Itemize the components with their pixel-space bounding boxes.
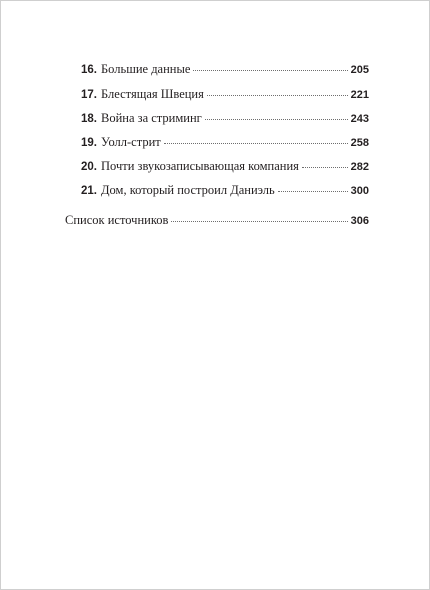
chapter-title: Война за стриминг (101, 111, 202, 125)
chapter-number: 16. (81, 64, 97, 76)
dot-leader (193, 70, 347, 71)
page-number: 205 (350, 64, 369, 76)
toc-entry-19[interactable] (81, 135, 369, 155)
chapter-title: Большие данные (101, 62, 191, 76)
page-number: 243 (350, 113, 369, 125)
toc-entry-17[interactable] (81, 87, 369, 107)
chapter-title: Дом, который построил Даниэль (101, 183, 275, 197)
toc-entry-16[interactable] (81, 62, 369, 82)
dot-leader (302, 167, 348, 168)
chapter-title: Уолл-стрит (101, 135, 161, 149)
chapter-title: Почти звукозаписывающая компания (101, 159, 299, 173)
chapter-number: 19. (81, 137, 97, 149)
chapter-title: Блестящая Швеция (101, 87, 204, 101)
page-number: 282 (350, 161, 369, 173)
chapter-number: 18. (81, 113, 97, 125)
chapter-number: 21. (81, 185, 97, 197)
dot-leader (205, 119, 348, 120)
dot-leader (171, 221, 347, 222)
toc-entry-18[interactable] (81, 111, 369, 131)
page-number: 221 (350, 89, 369, 101)
dot-leader (164, 143, 348, 144)
page-number: 300 (350, 185, 369, 197)
sources-title: Список источников (65, 213, 169, 227)
chapter-number: 17. (81, 89, 97, 101)
chapter-number: 20. (81, 161, 97, 173)
page-number: 306 (350, 215, 369, 227)
toc-entry-sources[interactable] (65, 213, 369, 233)
dot-leader (278, 191, 348, 192)
toc-entry-21[interactable] (81, 183, 369, 203)
page-number: 258 (350, 137, 369, 149)
toc-entry-20[interactable] (81, 159, 369, 179)
dot-leader (207, 95, 348, 96)
